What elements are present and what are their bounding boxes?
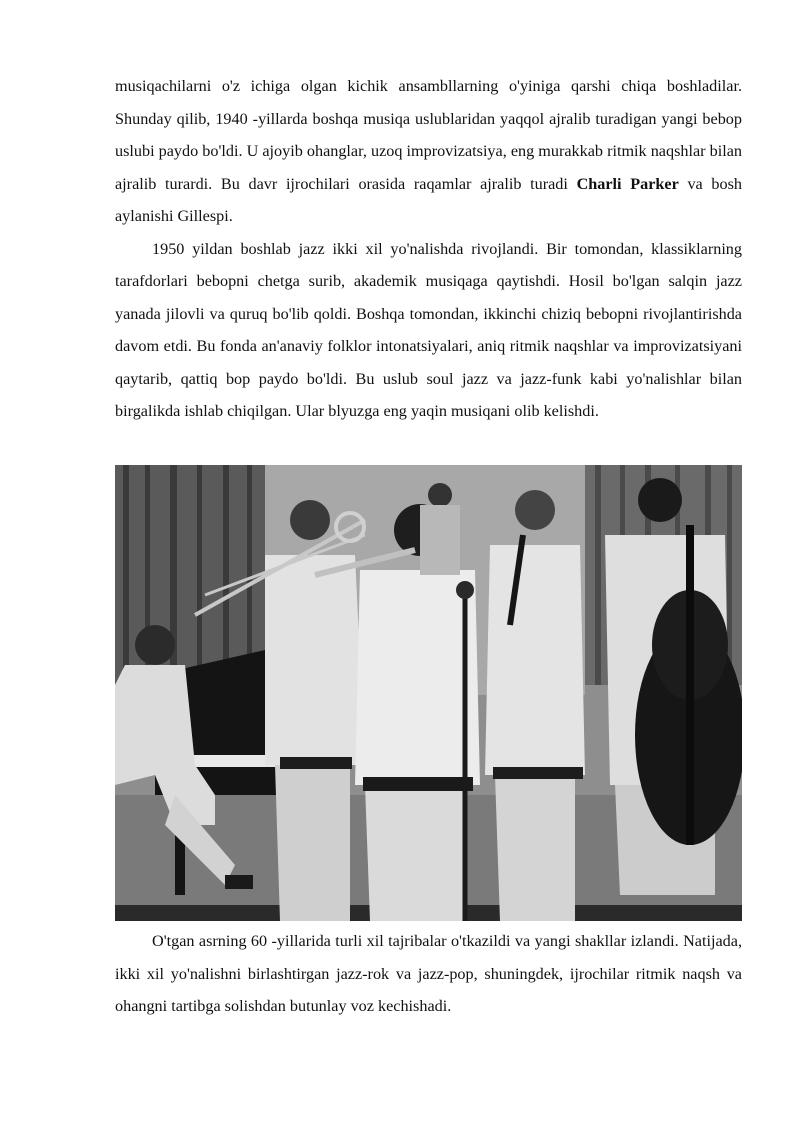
paragraph-3: O'tgan asrning 60 -yillarida turli xil tajribalar o'tkazildi va yangi shakllar izlandi. Natijada, ikki xil yo'nalishni birlashtirgan jazz-rok va jazz-pop, shuningdek, ijrochilar ritmik naqsh va ohangni tartibga solishdan butunlay voz kechishadi. [115, 932, 742, 1015]
bold-name: Charli Parker [576, 174, 679, 193]
paragraph-1-tail: va bosh aylanishi Gillespi. [115, 174, 742, 225]
paragraph-2: 1950 yildan boshlab jazz ikki xil yo'nalishda rivojlandi. Bir tomondan, klassiklarning tarafdorlari bebopni chetga surib, akademik musiqaga qaytishdi. Hosil bo'lgan salqin jazz yanada jilovli va quruq bo'lib qoldi. Boshqa tomondan, ikkinchi chiziq bebopni rivojlantirishda davom etdi. Bu fonda an'anaviy folklor intonatsiyalari, aniq ritmik naqshlar va improvizatsiyani qaytarib, qattiq bop paydo bo'ldi. Bu uslub soul jazz va jazz-funk kabi yo'nalishlar bilan birgalikda ishlab chiqilgan. Ular blyuzga eng yaqin musiqani olib kelishdi. [115, 239, 742, 420]
text-block-top [115, 70, 742, 428]
paragraph-1 [115, 70, 742, 233]
text-block-bottom [115, 925, 742, 1023]
jazz-band-photo [115, 465, 742, 921]
paragraph-1-text: musiqachilarni o'z ichiga olgan kichik ansambllarning o'yiniga qarshi chiqa boshladilar. Shunday qilib, 1940 -yillarda boshqa musiqa uslublaridan yaqqol ajralib turadigan yangi bebop uslubi paydo bo'ldi. U ajoyib ohanglar, uzoq improvizatsiya, eng murakkab ritmik naqshlar bilan ajralib turardi. Bu davr ijrochilari orasida raqamlar ajralib turadi [115, 77, 742, 193]
